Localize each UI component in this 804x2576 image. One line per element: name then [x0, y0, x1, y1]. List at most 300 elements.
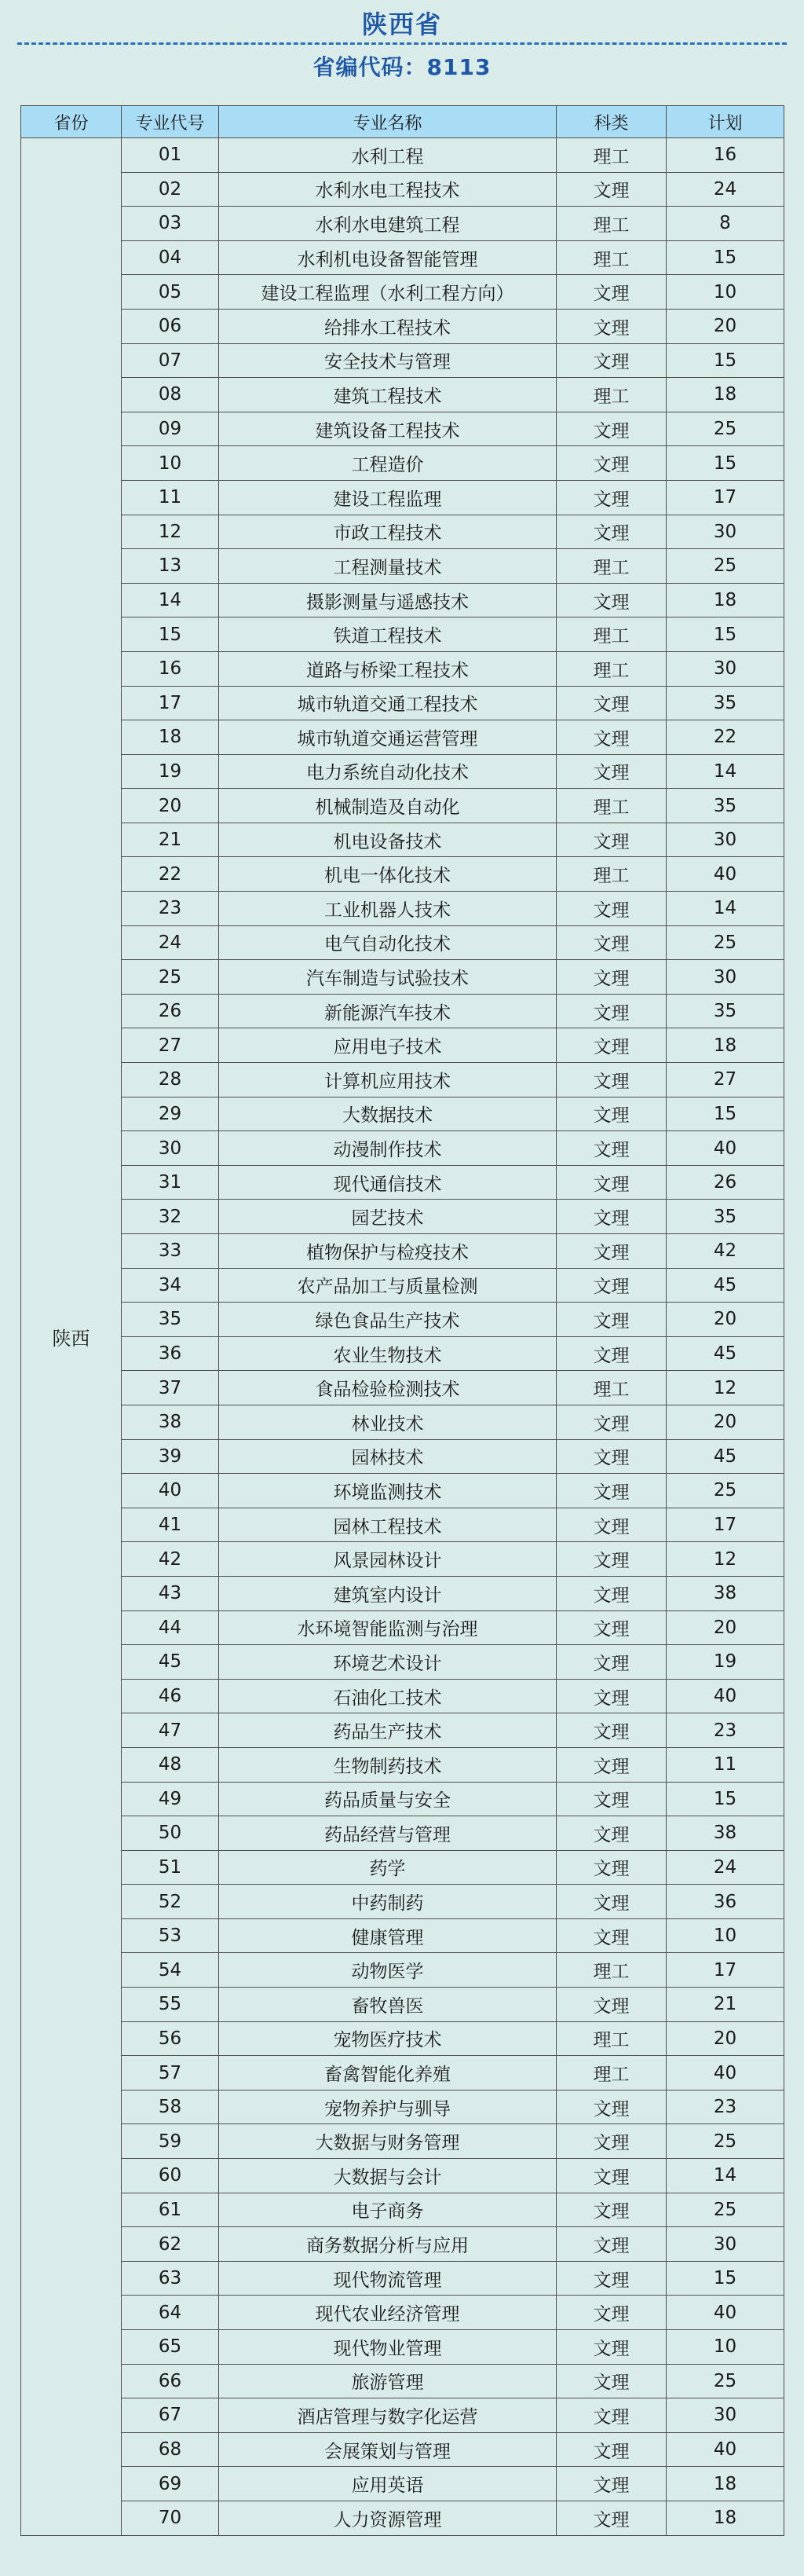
major-code-cell: 02 [122, 172, 219, 207]
province-code: 省编代码：8113 [312, 54, 492, 80]
table-row [21, 925, 784, 960]
major-code-cell: 33 [122, 1234, 219, 1269]
category-cell: 文理 [557, 1028, 667, 1063]
major-name-cell: 应用英语 [219, 2467, 557, 2501]
header-row [21, 106, 784, 138]
major-code-cell: 60 [122, 2159, 219, 2193]
major-name-cell: 建设工程监理（水利工程方向） [219, 275, 557, 310]
major-name-cell: 畜牧兽医 [219, 1988, 557, 2022]
major-code-cell: 31 [122, 1165, 219, 1200]
major-name-cell: 人力资源管理 [219, 2501, 557, 2535]
table-row [21, 2364, 784, 2398]
major-name-cell: 食品检验检测技术 [219, 1371, 557, 1405]
table-row [21, 1542, 784, 1577]
major-name-cell: 现代农业经济管理 [219, 2296, 557, 2330]
major-name-cell: 机电设备技术 [219, 823, 557, 857]
major-name-cell: 水利水电工程技术 [219, 172, 557, 207]
category-cell: 文理 [557, 754, 667, 789]
major-code-cell: 54 [122, 1953, 219, 1988]
major-code-cell: 23 [122, 892, 219, 926]
plan-cell: 15 [667, 240, 784, 275]
plan-cell: 18 [667, 378, 784, 412]
major-code-cell: 14 [122, 583, 219, 617]
category-cell: 文理 [557, 480, 667, 515]
major-name-cell: 宠物医疗技术 [219, 2021, 557, 2056]
plan-cell: 15 [667, 617, 784, 652]
major-code-cell: 45 [122, 1645, 219, 1680]
major-code-cell: 70 [122, 2501, 219, 2535]
category-cell: 文理 [557, 823, 667, 857]
table-row [21, 207, 784, 241]
major-name-cell: 大数据与会计 [219, 2159, 557, 2193]
plan-cell: 15 [667, 343, 784, 378]
major-name-cell: 摄影测量与遥感技术 [219, 583, 557, 617]
major-name-cell: 石油化工技术 [219, 1679, 557, 1713]
table-row [21, 1439, 784, 1474]
major-code-cell: 34 [122, 1268, 219, 1303]
plan-cell: 20 [667, 1405, 784, 1439]
plan-cell: 35 [667, 686, 784, 720]
category-cell: 文理 [557, 2467, 667, 2501]
category-cell: 文理 [557, 1782, 667, 1816]
major-name-cell: 动物医学 [219, 1953, 557, 1988]
category-cell: 文理 [557, 1645, 667, 1680]
major-code-cell: 41 [122, 1508, 219, 1542]
table-row [21, 651, 784, 686]
major-name-cell: 机电一体化技术 [219, 857, 557, 892]
category-cell: 文理 [557, 2227, 667, 2262]
category-cell: 文理 [557, 2364, 667, 2398]
plan-cell: 42 [667, 1234, 784, 1269]
plan-cell: 25 [667, 1474, 784, 1508]
major-name-cell: 新能源汽车技术 [219, 994, 557, 1028]
table-row [21, 309, 784, 343]
plan-cell: 27 [667, 1063, 784, 1097]
plan-cell: 8 [667, 207, 784, 241]
major-name-cell: 药品生产技术 [219, 1713, 557, 1748]
category-cell: 文理 [557, 412, 667, 446]
major-code-cell: 48 [122, 1747, 219, 1782]
category-cell: 文理 [557, 583, 667, 617]
plan-cell: 20 [667, 309, 784, 343]
plan-cell: 35 [667, 789, 784, 823]
table-row [21, 754, 784, 789]
major-code-cell: 62 [122, 2227, 219, 2262]
table-row [21, 960, 784, 995]
plan-cell: 38 [667, 1576, 784, 1610]
category-cell: 文理 [557, 2296, 667, 2330]
major-code-cell: 05 [122, 275, 219, 310]
major-name-cell: 城市轨道交通运营管理 [219, 720, 557, 755]
major-name-cell: 城市轨道交通工程技术 [219, 686, 557, 720]
plan-cell: 12 [667, 1542, 784, 1577]
major-code-cell: 30 [122, 1131, 219, 1166]
table-row [21, 2056, 784, 2090]
major-name-cell: 现代物流管理 [219, 2261, 557, 2296]
plan-cell: 26 [667, 1165, 784, 1200]
category-cell: 理工 [557, 207, 667, 241]
column-header-province: 省份 [21, 106, 122, 138]
major-name-cell: 工程造价 [219, 446, 557, 481]
plan-cell: 15 [667, 1097, 784, 1131]
table-row [21, 412, 784, 446]
table-row [21, 1336, 784, 1371]
category-cell: 理工 [557, 549, 667, 584]
category-cell: 文理 [557, 1885, 667, 1919]
major-name-cell: 药学 [219, 1850, 557, 1885]
table-row [21, 172, 784, 207]
major-code-cell: 25 [122, 960, 219, 995]
major-code-cell: 46 [122, 1679, 219, 1713]
major-code-cell: 47 [122, 1713, 219, 1748]
table-row [21, 2501, 784, 2535]
table-row [21, 138, 784, 173]
major-name-cell: 水利机电设备智能管理 [219, 240, 557, 275]
plan-cell: 45 [667, 1439, 784, 1474]
table-row [21, 1234, 784, 1269]
plan-cell: 24 [667, 172, 784, 207]
major-name-cell: 动漫制作技术 [219, 1131, 557, 1166]
major-name-cell: 农产品加工与质量检测 [219, 1268, 557, 1303]
table-row [21, 857, 784, 892]
category-cell: 文理 [557, 1747, 667, 1782]
category-cell: 文理 [557, 1097, 667, 1131]
plan-cell: 15 [667, 1782, 784, 1816]
table-row [21, 1816, 784, 1851]
category-cell: 文理 [557, 1131, 667, 1166]
major-name-cell: 水利水电建筑工程 [219, 207, 557, 241]
plan-cell: 18 [667, 583, 784, 617]
major-code-cell: 56 [122, 2021, 219, 2056]
table-row [21, 1713, 784, 1748]
major-name-cell: 中药制药 [219, 1885, 557, 1919]
category-cell: 文理 [557, 960, 667, 995]
table-row [21, 1747, 784, 1782]
plan-cell: 18 [667, 2501, 784, 2535]
major-name-cell: 水环境智能监测与治理 [219, 1610, 557, 1645]
table-row [21, 2159, 784, 2193]
table-row [21, 1063, 784, 1097]
table-row [21, 2432, 784, 2467]
major-code-cell: 44 [122, 1610, 219, 1645]
category-cell: 文理 [557, 2501, 667, 2535]
plan-cell: 40 [667, 2296, 784, 2330]
plan-cell: 38 [667, 1816, 784, 1851]
major-name-cell: 畜禽智能化养殖 [219, 2056, 557, 2090]
plan-cell: 45 [667, 1336, 784, 1371]
category-cell: 文理 [557, 309, 667, 343]
category-cell: 文理 [557, 1610, 667, 1645]
category-cell: 文理 [557, 2261, 667, 2296]
enrollment-plan-table [20, 105, 784, 2536]
major-code-cell: 64 [122, 2296, 219, 2330]
table-row [21, 1474, 784, 1508]
table-body [21, 138, 784, 2536]
major-code-cell: 29 [122, 1097, 219, 1131]
major-code-cell: 17 [122, 686, 219, 720]
category-cell: 文理 [557, 892, 667, 926]
table-row [21, 1303, 784, 1337]
major-code-cell: 13 [122, 549, 219, 584]
major-code-cell: 53 [122, 1918, 219, 1953]
category-cell: 文理 [557, 1234, 667, 1269]
major-code-cell: 36 [122, 1336, 219, 1371]
plan-cell: 40 [667, 857, 784, 892]
major-code-cell: 35 [122, 1303, 219, 1337]
major-name-cell: 会展策划与管理 [219, 2432, 557, 2467]
plan-cell: 22 [667, 720, 784, 755]
major-code-cell: 08 [122, 378, 219, 412]
plan-cell: 17 [667, 1508, 784, 1542]
table-row [21, 2296, 784, 2330]
table-row [21, 1405, 784, 1439]
table-row [21, 823, 784, 857]
category-cell: 理工 [557, 857, 667, 892]
major-name-cell: 药品经营与管理 [219, 1816, 557, 1851]
category-cell: 文理 [557, 275, 667, 310]
table-row [21, 2090, 784, 2124]
category-cell: 文理 [557, 686, 667, 720]
major-name-cell: 旅游管理 [219, 2364, 557, 2398]
major-name-cell: 林业技术 [219, 1405, 557, 1439]
category-cell: 文理 [557, 1439, 667, 1474]
plan-cell: 35 [667, 994, 784, 1028]
category-cell: 理工 [557, 378, 667, 412]
table-row [21, 2330, 784, 2365]
category-cell: 文理 [557, 1576, 667, 1610]
category-cell: 文理 [557, 2432, 667, 2467]
category-cell: 文理 [557, 1063, 667, 1097]
table-row [21, 1610, 784, 1645]
major-code-cell: 37 [122, 1371, 219, 1405]
plan-cell: 23 [667, 2090, 784, 2124]
table-row [21, 515, 784, 549]
category-cell: 文理 [557, 1508, 667, 1542]
table-row [21, 789, 784, 823]
category-cell: 文理 [557, 1165, 667, 1200]
table-row [21, 1782, 784, 1816]
major-name-cell: 应用电子技术 [219, 1028, 557, 1063]
major-code-cell: 65 [122, 2330, 219, 2365]
table-row [21, 1885, 784, 1919]
major-name-cell: 大数据技术 [219, 1097, 557, 1131]
category-cell: 文理 [557, 1988, 667, 2022]
plan-cell: 25 [667, 2124, 784, 2159]
major-name-cell: 风景园林设计 [219, 1542, 557, 1577]
category-cell: 理工 [557, 240, 667, 275]
major-code-cell: 32 [122, 1200, 219, 1234]
category-cell: 文理 [557, 1474, 667, 1508]
category-cell: 理工 [557, 138, 667, 173]
plan-cell: 20 [667, 2021, 784, 2056]
table-row [21, 1028, 784, 1063]
major-name-cell: 园艺技术 [219, 1200, 557, 1234]
major-code-cell: 27 [122, 1028, 219, 1063]
category-cell: 文理 [557, 1918, 667, 1953]
table-header [21, 106, 784, 138]
category-cell: 文理 [557, 1336, 667, 1371]
major-name-cell: 药品质量与安全 [219, 1782, 557, 1816]
major-name-cell: 水利工程 [219, 138, 557, 173]
major-code-cell: 66 [122, 2364, 219, 2398]
major-name-cell: 大数据与财务管理 [219, 2124, 557, 2159]
major-code-cell: 67 [122, 2398, 219, 2433]
category-cell: 理工 [557, 1953, 667, 1988]
table-row [21, 1576, 784, 1610]
plan-cell: 16 [667, 138, 784, 173]
major-name-cell: 宠物养护与驯导 [219, 2090, 557, 2124]
table-row [21, 378, 784, 412]
plan-cell: 30 [667, 960, 784, 995]
major-code-cell: 61 [122, 2193, 219, 2227]
table-row [21, 1850, 784, 1885]
plan-cell: 15 [667, 2261, 784, 2296]
category-cell: 理工 [557, 651, 667, 686]
plan-cell: 25 [667, 412, 784, 446]
category-cell: 文理 [557, 1542, 667, 1577]
category-cell: 文理 [557, 720, 667, 755]
major-code-cell: 24 [122, 925, 219, 960]
plan-cell: 12 [667, 1371, 784, 1405]
major-name-cell: 生物制药技术 [219, 1747, 557, 1782]
major-code-cell: 18 [122, 720, 219, 755]
table-row [21, 240, 784, 275]
table-row [21, 1268, 784, 1303]
table-row [21, 892, 784, 926]
major-code-cell: 26 [122, 994, 219, 1028]
plan-cell: 23 [667, 1713, 784, 1748]
column-header-code: 专业代号 [122, 106, 219, 138]
plan-cell: 25 [667, 2193, 784, 2227]
table-row [21, 446, 784, 481]
plan-cell: 30 [667, 823, 784, 857]
plan-cell: 30 [667, 651, 784, 686]
major-name-cell: 安全技术与管理 [219, 343, 557, 378]
plan-cell: 24 [667, 1850, 784, 1885]
major-code-cell: 20 [122, 789, 219, 823]
plan-cell: 10 [667, 2330, 784, 2365]
major-name-cell: 酒店管理与数字化运营 [219, 2398, 557, 2433]
table-row [21, 2467, 784, 2501]
plan-cell: 21 [667, 1988, 784, 2022]
plan-cell: 14 [667, 2159, 784, 2193]
plan-cell: 19 [667, 1645, 784, 1680]
major-code-cell: 28 [122, 1063, 219, 1097]
major-code-cell: 11 [122, 480, 219, 515]
table-row [21, 1953, 784, 1988]
table-row [21, 1200, 784, 1234]
category-cell: 文理 [557, 2398, 667, 2433]
page-title: 陕西省 [361, 9, 442, 39]
table-row [21, 2193, 784, 2227]
major-name-cell: 环境监测技术 [219, 1474, 557, 1508]
category-cell: 文理 [557, 1713, 667, 1748]
table-row [21, 2261, 784, 2296]
table-row [21, 2021, 784, 2056]
major-code-cell: 50 [122, 1816, 219, 1851]
major-name-cell: 植物保护与检疫技术 [219, 1234, 557, 1269]
plan-cell: 25 [667, 549, 784, 584]
plan-cell: 40 [667, 2056, 784, 2090]
plan-cell: 25 [667, 925, 784, 960]
major-name-cell: 汽车制造与试验技术 [219, 960, 557, 995]
table-row [21, 1097, 784, 1131]
major-name-cell: 建筑工程技术 [219, 378, 557, 412]
plan-cell: 40 [667, 1679, 784, 1713]
table-row [21, 1679, 784, 1713]
major-code-cell: 10 [122, 446, 219, 481]
category-cell: 文理 [557, 343, 667, 378]
category-cell: 文理 [557, 2159, 667, 2193]
major-name-cell: 机械制造及自动化 [219, 789, 557, 823]
major-code-cell: 21 [122, 823, 219, 857]
major-name-cell: 健康管理 [219, 1918, 557, 1953]
major-name-cell: 环境艺术设计 [219, 1645, 557, 1680]
table-row [21, 994, 784, 1028]
major-code-cell: 04 [122, 240, 219, 275]
plan-cell: 30 [667, 2398, 784, 2433]
major-code-cell: 68 [122, 2432, 219, 2467]
major-name-cell: 给排水工程技术 [219, 309, 557, 343]
plan-cell: 30 [667, 2227, 784, 2262]
dashed-divider [17, 42, 787, 45]
major-code-cell: 59 [122, 2124, 219, 2159]
column-header-plan: 计划 [667, 106, 784, 138]
category-cell: 文理 [557, 2124, 667, 2159]
major-name-cell: 园林工程技术 [219, 1508, 557, 1542]
category-cell: 文理 [557, 1405, 667, 1439]
table-row [21, 2227, 784, 2262]
plan-cell: 10 [667, 1918, 784, 1953]
plan-cell: 18 [667, 1028, 784, 1063]
category-cell: 文理 [557, 515, 667, 549]
major-name-cell: 道路与桥梁工程技术 [219, 651, 557, 686]
table-row [21, 583, 784, 617]
plan-cell: 10 [667, 275, 784, 310]
category-cell: 理工 [557, 617, 667, 652]
major-code-cell: 38 [122, 1405, 219, 1439]
page-header [0, 0, 804, 104]
major-name-cell: 电子商务 [219, 2193, 557, 2227]
major-name-cell: 工程测量技术 [219, 549, 557, 584]
plan-cell: 30 [667, 515, 784, 549]
plan-cell: 40 [667, 1131, 784, 1166]
table-row [21, 1165, 784, 1200]
major-name-cell: 市政工程技术 [219, 515, 557, 549]
category-cell: 文理 [557, 2090, 667, 2124]
plan-cell: 25 [667, 2364, 784, 2398]
table-row [21, 549, 784, 584]
major-name-cell: 建筑室内设计 [219, 1576, 557, 1610]
province-cell: 陕西 [21, 138, 122, 2536]
plan-cell: 18 [667, 2467, 784, 2501]
major-code-cell: 06 [122, 309, 219, 343]
table-row [21, 1371, 784, 1405]
category-cell: 文理 [557, 1268, 667, 1303]
table-row [21, 2124, 784, 2159]
major-code-cell: 16 [122, 651, 219, 686]
major-name-cell: 现代物业管理 [219, 2330, 557, 2365]
major-name-cell: 电气自动化技术 [219, 925, 557, 960]
major-name-cell: 商务数据分析与应用 [219, 2227, 557, 2262]
plan-cell: 20 [667, 1303, 784, 1337]
major-code-cell: 19 [122, 754, 219, 789]
category-cell: 理工 [557, 1371, 667, 1405]
plan-cell: 14 [667, 892, 784, 926]
plan-cell: 15 [667, 446, 784, 481]
plan-cell: 35 [667, 1200, 784, 1234]
major-name-cell: 计算机应用技术 [219, 1063, 557, 1097]
